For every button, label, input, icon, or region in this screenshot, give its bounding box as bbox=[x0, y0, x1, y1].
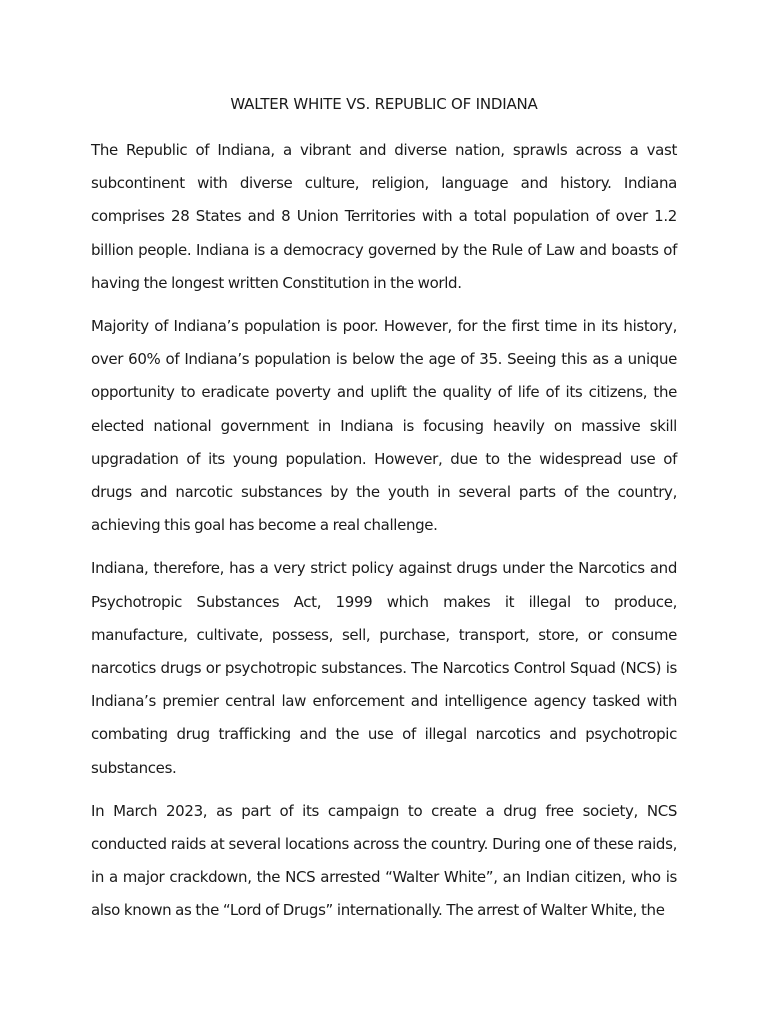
paragraph-drug-policy: Indiana, therefore, has a very strict policy against drugs under the Narcotics and Psychotropic Substances Act, 1999 which makes it illegal to produce, manufacture, cultivate, possess, sell, purchase, transport, store, or consume narcotics drugs or psychotropic substances. The Narcotics Control Squad (NCS) is Indiana’s premier central law enforcement and intelligence agency tasked with combating drug trafficking and the use of illegal narcotics and psychotropic substances. bbox=[91, 559, 677, 777]
paragraph-indiana-overview: The Republic of Indiana, a vibrant and diverse nation, sprawls across a vast subcontinent with diverse culture, religion, language and history. Indiana comprises 28 States and 8 Union Territories with a total population of over 1.2 billion people. Indiana is a democracy governed by the Rule of Law and boasts of having the longest written Constitution in the world. bbox=[91, 141, 677, 292]
document-body bbox=[91, 134, 677, 938]
paragraph-population-drugs: Majority of Indiana’s population is poor. However, for the first time in its history, over 60% of Indiana’s population is below the age of 35. Seeing this as a unique opportunity to eradicate poverty and uplift the quality of life of its citizens, the elected national government in Indiana is focusing heavily on massive skill upgradation of its young population. However, due to the widespread use of drugs and narcotic substances by the youth in several parts of the country, achieving this goal has become a real challenge. bbox=[91, 317, 677, 535]
document-title: WALTER WHITE VS. REPUBLIC OF INDIANA bbox=[230, 95, 538, 113]
paragraph-ncs-raids: In March 2023, as part of its campaign to create a drug free society, NCS conducted raids at several locations across the country. During one of these raids, in a major crackdown, the NCS arrested “Walter White”, an Indian citizen, who is also known as the “Lord of Drugs” internationally. The arrest of Walter White, the bbox=[91, 801, 677, 920]
